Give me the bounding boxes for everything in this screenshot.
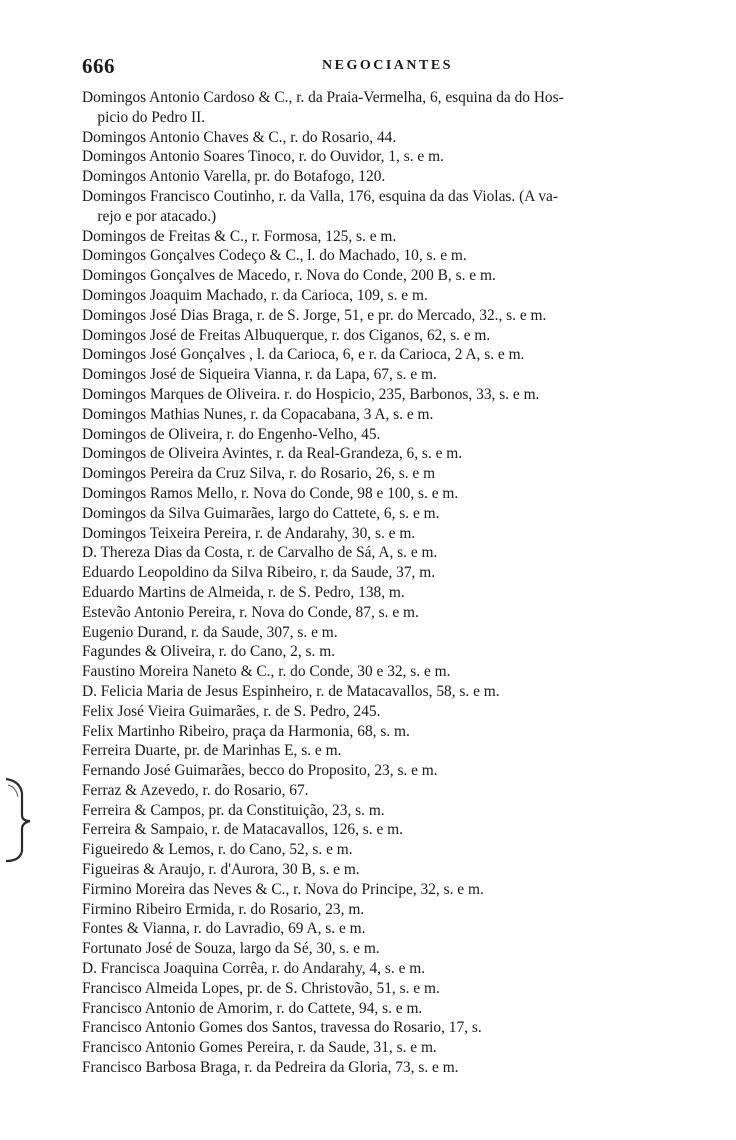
merchant-entry-line: Felix José Vieira Guimarães, r. de S. Pedro, 245. bbox=[82, 702, 381, 720]
merchant-entry-line: Domingos José de Freitas Albuquerque, r. dos Ciganos, 62, s. e m. bbox=[82, 326, 491, 344]
merchant-list bbox=[82, 88, 712, 1078]
merchant-entry-line: Eduardo Leopoldino da Silva Ribeiro, r. da Saude, 37, m. bbox=[82, 564, 436, 582]
merchant-entry-line: D. Francisca Joaquina Corrêa, r. do Andarahy, 4, s. e m. bbox=[82, 960, 426, 978]
merchant-entry-line: Domingos Marques de Oliveira. r. do Hospicio, 235, Barbonos, 33, s. e m. bbox=[82, 385, 540, 403]
merchant-entry-line: Eduardo Martins de Almeida, r. de S. Pedro, 138, m. bbox=[82, 583, 405, 601]
merchant-entry-line: Fagundes & Oliveira, r. do Cano, 2, s. m. bbox=[82, 643, 336, 661]
merchant-entry-line: Domingos Antonio Cardoso & C., r. da Praia-Vermelha, 6, esquina da do Hos- bbox=[82, 89, 564, 106]
merchant-entry-line: Domingos José Dias Braga, r. de S. Jorge, 51, e pr. do Mercado, 32., s. e m. bbox=[82, 306, 547, 324]
merchant-entry-line: D. Felicia Maria de Jesus Espinheiro, r. de Matacavallos, 58, s. e m. bbox=[82, 682, 500, 700]
merchant-entry-line: Ferreira & Sampaio, r. de Matacavallos, 126, s. e m. bbox=[82, 821, 403, 839]
merchant-entry-line: Eugenio Durand, r. da Saude, 307, s. e m. bbox=[82, 623, 338, 641]
merchant-entry-line: picio do Pedro II. bbox=[82, 108, 206, 126]
merchant-entry-line: Domingos Pereira da Cruz Silva, r. do Rosario, 26, s. e m bbox=[82, 465, 436, 483]
merchant-entry-line: Domingos Gonçalves Codeço & C., l. do Machado, 10, s. e m. bbox=[82, 247, 467, 265]
merchant-entry-line: Domingos José Gonçalves , l. da Carioca, 6, e r. da Carioca, 2 A, s. e m. bbox=[82, 346, 525, 364]
merchant-entry-line: Francisco Antonio Gomes dos Santos, travessa do Rosario, 17, s. bbox=[82, 1019, 482, 1037]
merchant-entry-line: Figueiredo & Lemos, r. do Cano, 52, s. e m. bbox=[82, 841, 353, 859]
merchant-entry-line: Francisco Antonio Gomes Pereira, r. da Saude, 31, s. e m. bbox=[82, 1039, 437, 1057]
merchant-entry-line: Francisco Almeida Lopes, pr. de S. Christovão, 51, s. e m. bbox=[82, 979, 440, 997]
merchant-entry-line: Domingos Antonio Soares Tinoco, r. do Ouvidor, 1, s. e m. bbox=[82, 148, 444, 166]
merchant-entry-line: Domingos Gonçalves de Macedo, r. Nova do Conde, 200 B, s. e m. bbox=[82, 267, 496, 285]
merchant-entry-line: Fortunato José de Souza, largo da Sé, 30, s. e m. bbox=[82, 940, 380, 958]
merchant-entry-line: rejo e por atacado.) bbox=[82, 207, 217, 225]
running-title: NEGOCIANTES bbox=[322, 58, 453, 73]
merchant-entry-line: Firmino Ribeiro Ermida, r. do Rosario, 23, m. bbox=[82, 900, 365, 918]
merchant-entry-line: D. Thereza Dias da Costa, r. de Carvalho de Sá, A, s. e m. bbox=[82, 544, 438, 562]
merchant-entry-line: Domingos da Silva Guimarães, largo do Cattete, 6, s. e m. bbox=[82, 504, 440, 522]
merchant-entry-line: Fontes & Vianna, r. do Lavradio, 69 A, s. e m. bbox=[82, 920, 366, 938]
merchant-entry-line: Figueiras & Araujo, r. d'Aurora, 30 B, s. e m. bbox=[82, 861, 360, 879]
merchant-entry-line: Francisco Barbosa Braga, r. da Pedreira da Gloria, 73, s. e m. bbox=[82, 1059, 459, 1077]
merchant-entry-line: Domingos Ramos Mello, r. Nova do Conde, 98 e 100, s. e m. bbox=[82, 484, 459, 502]
merchant-entry-line: Felix Martinho Ribeiro, praça da Harmonia, 68, s. m. bbox=[82, 722, 410, 740]
merchant-entry-line: Domingos de Oliveira Avintes, r. da Real-Grandeza, 6, s. e m. bbox=[82, 445, 463, 463]
merchant-entry-line: Firmino Moreira das Neves & C., r. Nova do Principe, 32, s. e m. bbox=[82, 880, 484, 898]
merchant-entry-line: Domingos Antonio Varella, pr. do Botafogo, 120. bbox=[82, 168, 386, 186]
merchant-entry-line: Francisco Antonio de Amorim, r. do Cattete, 94, s. e m. bbox=[82, 999, 423, 1017]
merchant-entry-line: Domingos Francisco Coutinho, r. da Valla, 176, esquina da das Violas. (A va- bbox=[82, 187, 558, 205]
merchant-entry-line: Fernando José Guimarães, becco do Proposito, 23, s. e m. bbox=[82, 762, 438, 780]
page-header bbox=[82, 54, 682, 82]
merchant-entry-line: Domingos de Freitas & C., r. Formosa, 125, s. e m. bbox=[82, 227, 397, 245]
merchant-entry-line: Faustino Moreira Naneto & C., r. do Conde, 30 e 32, s. e m. bbox=[82, 663, 451, 681]
merchant-entry-line: Domingos Joaquim Machado, r. da Carioca, 109, s. e m. bbox=[82, 286, 428, 304]
merchant-entry-line: Domingos Mathias Nunes, r. da Copacabana, 3 A, s. e m. bbox=[82, 405, 434, 423]
page-number: 666 bbox=[82, 54, 115, 78]
margin-bracket-mark bbox=[0, 775, 40, 865]
merchant-entry-line: Domingos Teixeira Pereira, r. de Andarahy, 30, s. e m. bbox=[82, 524, 416, 542]
merchant-entry-line: Domingos José de Siqueira Vianna, r. da Lapa, 67, s. e m. bbox=[82, 366, 437, 384]
merchant-entry-line: Domingos de Oliveira, r. do Engenho-Velho, 45. bbox=[82, 425, 381, 443]
merchant-entry-line: Domingos Antonio Chaves & C., r. do Rosario, 44. bbox=[82, 128, 397, 146]
merchant-entry-line: Ferreira & Campos, pr. da Constituição, 23, s. m. bbox=[82, 801, 385, 819]
merchant-entry-line: Ferraz & Azevedo, r. do Rosario, 67. bbox=[82, 781, 309, 799]
merchant-entry-line: Estevão Antonio Pereira, r. Nova do Conde, 87, s. e m. bbox=[82, 603, 419, 621]
merchant-entry-line: Ferreira Duarte, pr. de Marinhas E, s. e m. bbox=[82, 742, 342, 760]
